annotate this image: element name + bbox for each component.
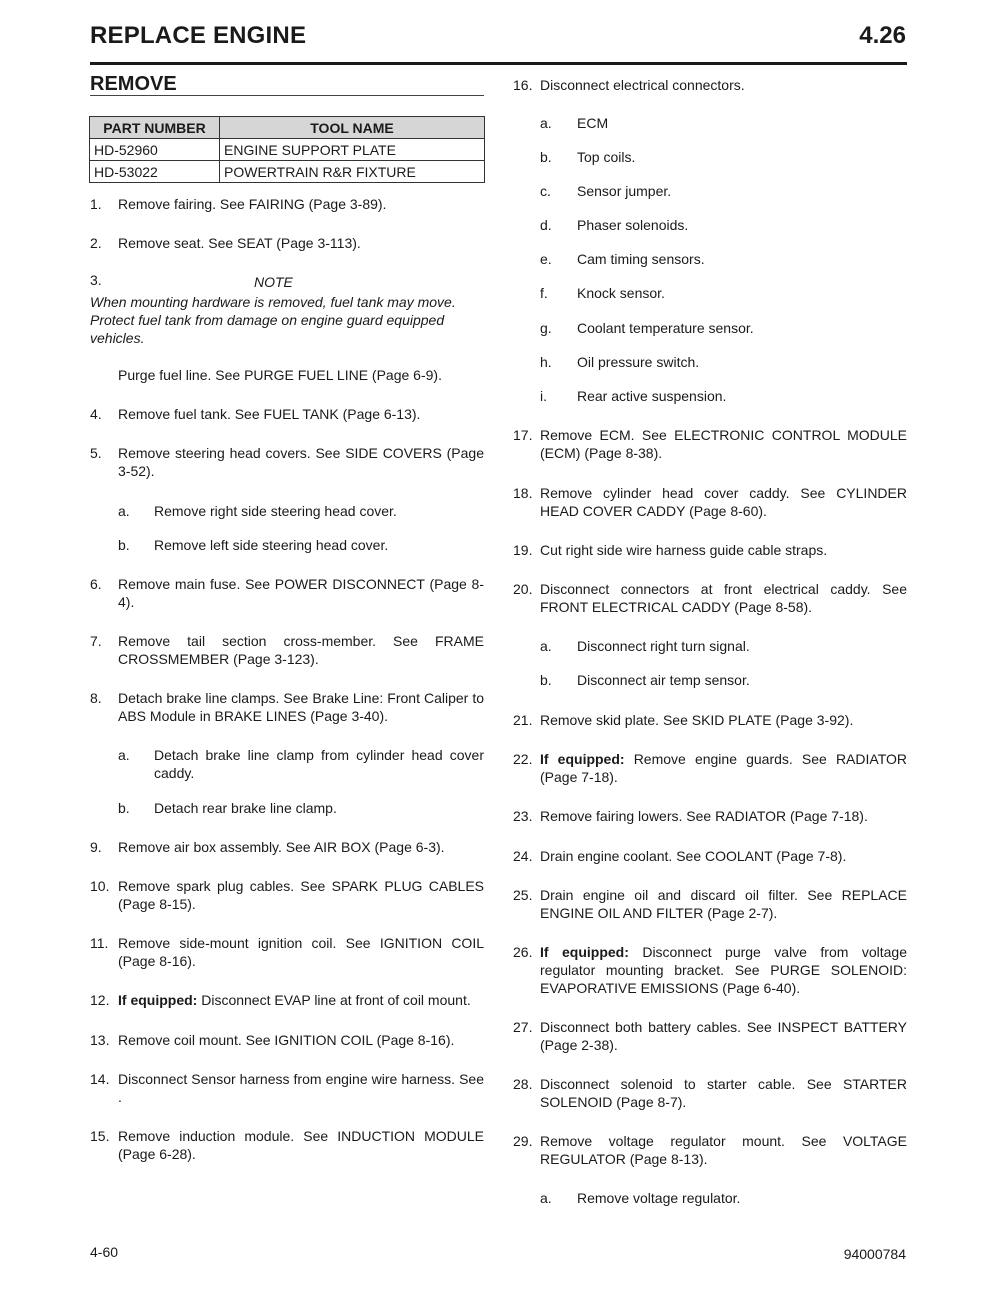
- note-label: NOTE: [254, 274, 293, 290]
- step-text: Remove air box assembly. See AIR BOX (Page 6-3).: [118, 839, 445, 855]
- step-number: 28.: [513, 1076, 533, 1092]
- substep-letter: a.: [118, 503, 130, 519]
- footer-page-number: 4-60: [90, 1244, 119, 1260]
- step-number: 13.: [90, 1032, 110, 1048]
- step-text: Remove side-mount ignition coil. See IGNITION COIL (Page 8-16).: [118, 935, 484, 969]
- footer-doc-number: 94000784: [843, 1246, 906, 1262]
- table-row: [90, 161, 485, 183]
- substep-text: Disconnect right turn signal.: [577, 638, 750, 654]
- step-number: 19.: [513, 542, 533, 558]
- step-text: [118, 991, 484, 1009]
- substep-text: ECM: [577, 115, 609, 131]
- step-text: Remove main fuse. See POWER DISCONNECT (Page 8-4).: [118, 576, 484, 610]
- step-number: 9.: [90, 839, 102, 855]
- step-number: 27.: [513, 1019, 533, 1035]
- step-text: Remove fuel tank. See FUEL TANK (Page 6-13).: [118, 406, 421, 422]
- step-number: 12.: [90, 992, 110, 1008]
- bold-prefix: If equipped:: [118, 992, 202, 1008]
- tool-name-cell: ENGINE SUPPORT PLATE: [220, 139, 485, 161]
- substep-text: Detach brake line clamp from cylinder head cover caddy.: [154, 747, 484, 781]
- step-text: Remove tail section cross-member. See FRAME CROSSMEMBER (Page 3-123).: [118, 633, 484, 667]
- substep-text: Top coils.: [577, 149, 636, 165]
- step-text: Remove steering head covers. See SIDE COVERS (Page 3-52).: [118, 445, 484, 479]
- step-text: Purge fuel line. See PURGE FUEL LINE (Page 6-9).: [118, 367, 442, 383]
- substep-letter: i.: [540, 388, 547, 404]
- section-heading: REMOVE: [90, 73, 177, 95]
- page-title: REPLACE ENGINE: [90, 22, 307, 49]
- step-text: Disconnect Sensor harness from engine wire harness. See .: [118, 1071, 484, 1105]
- substep-letter: f.: [540, 285, 548, 301]
- substep-letter: a.: [540, 115, 552, 131]
- step-text: Remove coil mount. See IGNITION COIL (Page 8-16).: [118, 1032, 455, 1048]
- step-number: 6.: [90, 576, 102, 592]
- table-row: [90, 139, 485, 161]
- step-number: 7.: [90, 633, 102, 649]
- substep-letter: b.: [540, 149, 552, 165]
- substep-letter: a.: [540, 1190, 552, 1206]
- substep-letter: d.: [540, 217, 552, 233]
- step-text: [540, 750, 907, 786]
- step-number: 18.: [513, 485, 533, 501]
- substep-text: Remove voltage regulator.: [577, 1190, 741, 1206]
- step-text: Drain engine coolant. See COOLANT (Page 7-8).: [540, 848, 847, 864]
- step-text: Remove fairing lowers. See RADIATOR (Page 7-18).: [540, 808, 868, 824]
- step-number: 1.: [90, 196, 102, 212]
- step-number: 11.: [90, 935, 109, 951]
- tool-table: [89, 116, 485, 183]
- substep-text: Phaser solenoids.: [577, 217, 689, 233]
- column-header: PART NUMBER: [90, 117, 220, 139]
- bold-prefix: If equipped:: [540, 751, 634, 767]
- substep-text: Knock sensor.: [577, 285, 665, 301]
- step-text: Remove skid plate. See SKID PLATE (Page 3-92).: [540, 712, 854, 728]
- step-number: 4.: [90, 406, 102, 422]
- step-number: 2.: [90, 235, 102, 251]
- substep-letter: a.: [540, 638, 552, 654]
- step-text: [540, 943, 907, 997]
- substep-text: Coolant temperature sensor.: [577, 320, 754, 336]
- substep-letter: b.: [540, 672, 552, 688]
- part-number-cell: HD-53022: [90, 161, 220, 183]
- step-number: 15.: [90, 1128, 110, 1144]
- substep-letter: c.: [540, 183, 551, 199]
- step-text: Detach brake line clamps. See Brake Line: Front Caliper to ABS Module in BRAKE LINES (Page 3-40).: [118, 690, 484, 724]
- step-number: 10.: [90, 878, 110, 894]
- substep-text: Detach rear brake line clamp.: [154, 800, 337, 816]
- step-number: 29.: [513, 1133, 533, 1149]
- step-number: 21.: [513, 712, 533, 728]
- step-text: Disconnect solenoid to starter cable. See STARTER SOLENOID (Page 8-7).: [540, 1076, 907, 1110]
- step-number: 22.: [513, 751, 533, 767]
- note-text: When mounting hardware is removed, fuel tank may move. Protect fuel tank from damage on engine guard equipped vehicles.: [90, 294, 456, 346]
- tool-table-header-row: [90, 117, 485, 139]
- substep-letter: e.: [540, 251, 552, 267]
- step-number: 26.: [513, 944, 533, 960]
- step-text: Remove spark plug cables. See SPARK PLUG CABLES (Page 8-15).: [118, 878, 484, 912]
- step-text: Disconnect electrical connectors.: [540, 77, 745, 93]
- section-rule: [90, 95, 484, 96]
- step-text: Remove engine guards. See RADIATOR (Page 7-18).: [540, 751, 907, 785]
- substep-letter: b.: [118, 537, 130, 553]
- step-text: Cut right side wire harness guide cable straps.: [540, 542, 828, 558]
- substep-text: Oil pressure switch.: [577, 354, 700, 370]
- step-text: Remove voltage regulator mount. See VOLTAGE REGULATOR (Page 8-13).: [540, 1133, 907, 1167]
- step-number: 24.: [513, 848, 533, 864]
- step-text: Disconnect both battery cables. See INSPECT BATTERY (Page 2-38).: [540, 1019, 907, 1053]
- tool-name-cell: POWERTRAIN R&R FIXTURE: [220, 161, 485, 183]
- substep-letter: b.: [118, 800, 130, 816]
- substep-text: Cam timing sensors.: [577, 251, 705, 267]
- step-number: 5.: [90, 445, 102, 461]
- step-number: 16.: [513, 77, 533, 93]
- step-text: Remove ECM. See ELECTRONIC CONTROL MODULE (ECM) (Page 8-38).: [540, 427, 907, 461]
- page-section-number: 4.26: [859, 22, 906, 49]
- substep-text: Remove left side steering head cover.: [154, 537, 389, 553]
- step-number: 23.: [513, 808, 533, 824]
- step-text: Disconnect purge valve from voltage regulator mounting bracket. See PURGE SOLENOID: EVAPORATIVE EMISSIONS (Page 6-40).: [540, 944, 907, 996]
- step-text: Remove seat. See SEAT (Page 3-113).: [118, 235, 361, 251]
- header-rule: [90, 62, 907, 65]
- step-text: Remove cylinder head cover caddy. See CYLINDER HEAD COVER CADDY (Page 8-60).: [540, 485, 907, 519]
- bold-prefix: If equipped:: [540, 944, 643, 960]
- step-number: 17.: [513, 427, 533, 443]
- step-text: Drain engine oil and discard oil filter. See REPLACE ENGINE OIL AND FILTER (Page 2-7).: [540, 887, 907, 921]
- substep-text: Disconnect air temp sensor.: [577, 672, 750, 688]
- column-header: TOOL NAME: [220, 117, 485, 139]
- step-number: 8.: [90, 690, 102, 706]
- step-number: 20.: [513, 581, 533, 597]
- part-number-cell: HD-52960: [90, 139, 220, 161]
- substep-text: Rear active suspension.: [577, 388, 727, 404]
- step-number: 14.: [90, 1071, 110, 1087]
- step-text: Disconnect EVAP line at front of coil mount.: [201, 992, 471, 1008]
- step-text: Disconnect connectors at front electrical caddy. See FRONT ELECTRICAL CADDY (Page 8-58).: [540, 581, 907, 615]
- substep-letter: g.: [540, 320, 552, 336]
- substep-letter: a.: [118, 747, 130, 763]
- step-text: Remove fairing. See FAIRING (Page 3-89).: [118, 196, 387, 212]
- step-number: 3.: [90, 272, 102, 288]
- substep-text: Sensor jumper.: [577, 183, 672, 199]
- step-number: 25.: [513, 887, 533, 903]
- step-text: Remove induction module. See INDUCTION MODULE (Page 6-28).: [118, 1128, 484, 1162]
- substep-letter: h.: [540, 354, 552, 370]
- substep-text: Remove right side steering head cover.: [154, 503, 397, 519]
